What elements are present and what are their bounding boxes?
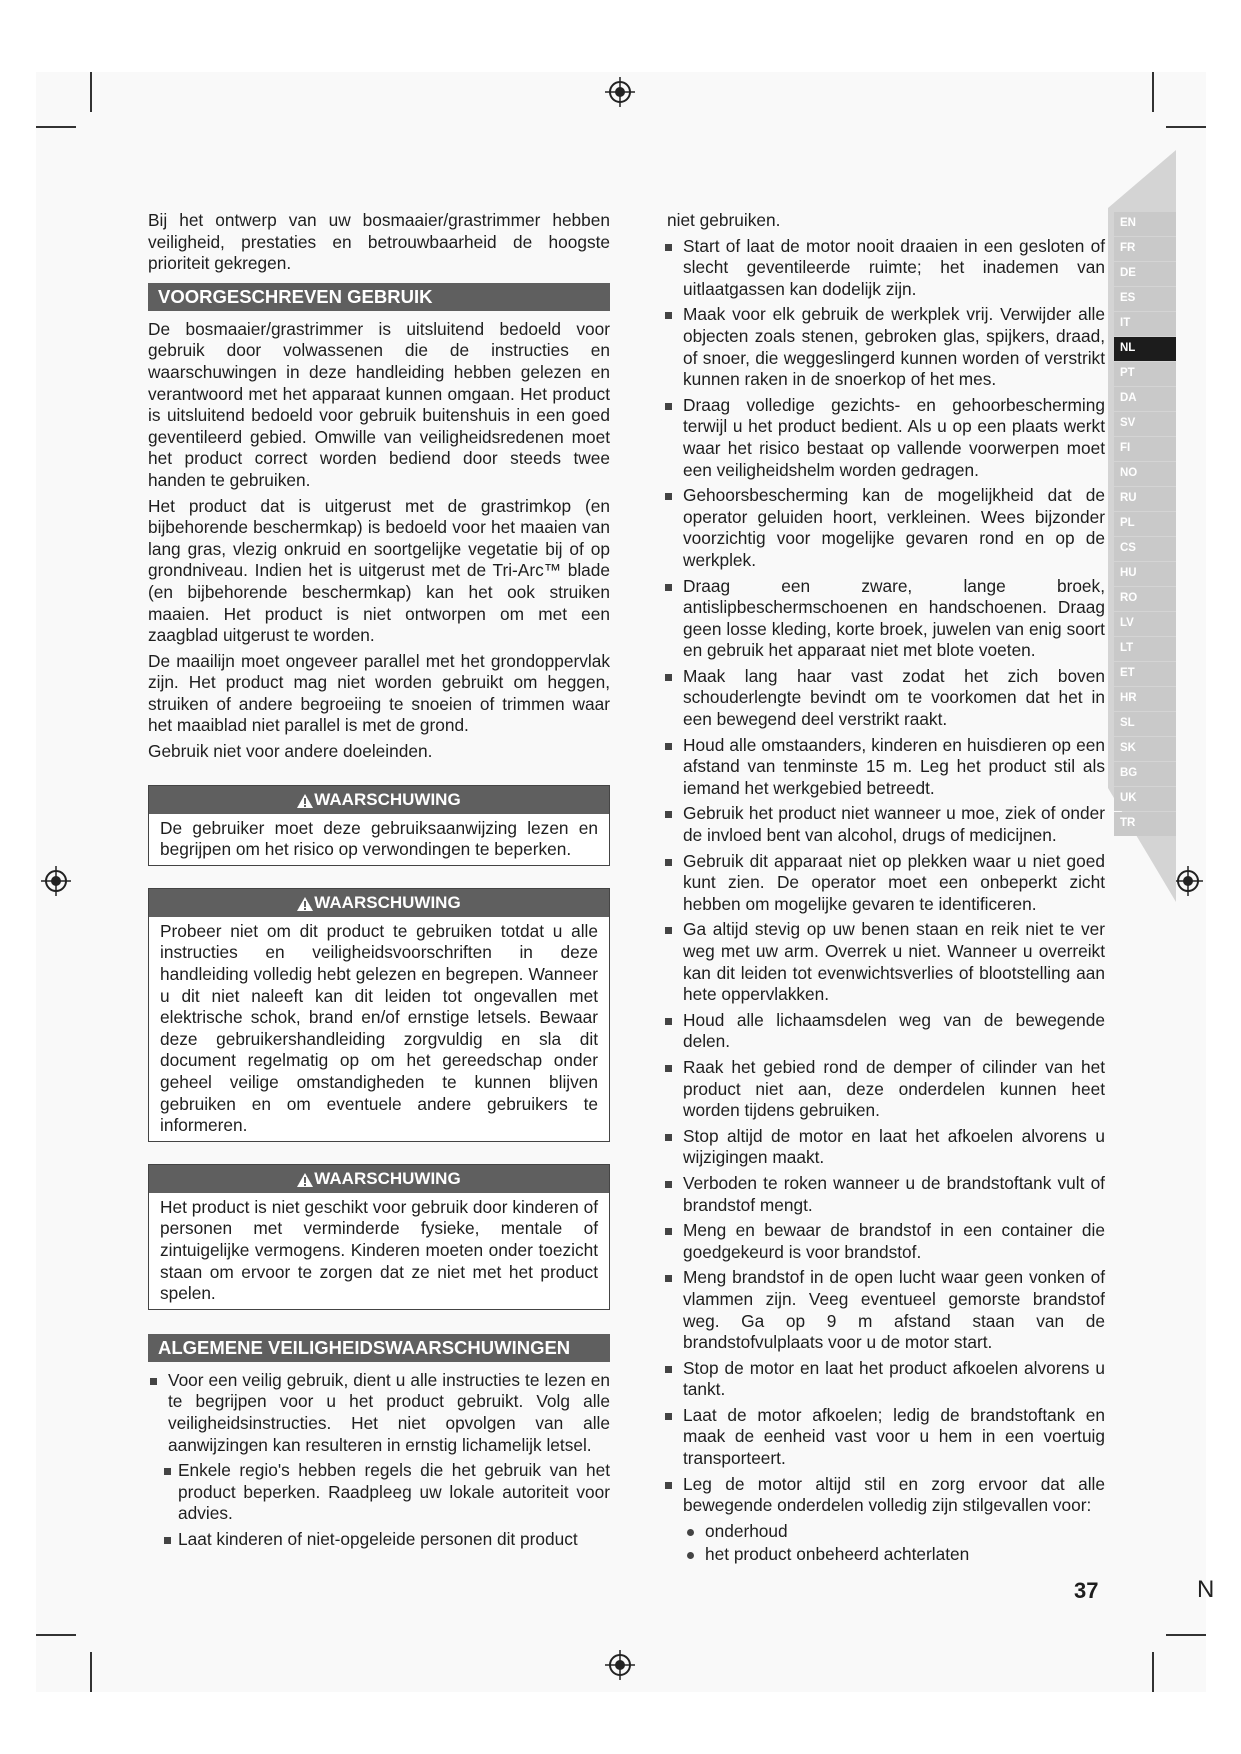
list-item: Draag een zware, lange broek, antislipbeschermschoenen en handschoenen. Draag geen losse kleding, korte broek, juwelen van enig soort en gebruik het apparaat niet met blote voeten. [663,576,1105,662]
registration-mark-icon [605,77,635,107]
warning-header [149,786,609,814]
language-tab-es[interactable]: ES [1114,287,1176,311]
registration-mark-icon [605,1650,635,1680]
list-item: Verboden te roken wanneer u de brandstoftank vult of brandstof mengt. [663,1173,1105,1216]
warning-label: WAARSCHUWING [314,789,461,809]
list-item: Enkele regio's hebben regels die het gebruik van het product beperken. Raadpleeg uw lokale autoriteit voor advies. [148,1460,610,1525]
warning-header [149,1165,609,1193]
warning-box [148,785,610,866]
warning-label: WAARSCHUWING [314,1168,461,1188]
crop-mark [90,1652,92,1692]
language-tab-lt[interactable]: LT [1114,637,1176,661]
crop-mark [1152,1652,1154,1692]
list-item: Raak het gebied rond de demper of cilinder van het product niet aan, deze onderdelen kunnen heet worden tijdens gebruiken. [663,1057,1105,1122]
left-column [148,210,610,1555]
crop-mark [36,126,76,128]
intro-paragraph: Bij het ontwerp van uw bosmaaier/grastrimmer hebben veiligheid, prestaties en betrouwbaarheid de hoogste prioriteit gekregen. [148,210,610,274]
list-item: Maak voor elk gebruik de werkplek vrij. Verwijder alle objecten zoals stenen, gebroken glas, spijkers, draad, of snoer, die weggeslingerd kunnen worden of verstrikt kunnen raken in de snoerkop of het mes. [663,304,1105,390]
crop-mark [1166,1634,1206,1636]
language-tabs [1114,212,1176,837]
language-tab-da[interactable]: DA [1114,387,1176,411]
list-item: Houd alle omstaanders, kinderen en huisdieren op een afstand van tenminste 15 m. Leg het product stil als iemand het werkgebied betreedt. [663,735,1105,800]
warning-text: Probeer niet om dit product te gebruiken totdat u alle instructies en veiligheidsvoorschriften in deze handleiding volledig hebt gelezen en begrepen. Wanneer u dit niet naleeft kan dit leiden tot ongevallen met elektrische schok, brand en/of ernstige letsels. Bewaar deze gebruikershandleiding zorgvuldig en sla dit document regelmatig op om het gereedschap onder geheel veilige omstandigheden te kunnen blijven gebruiken en om eventuele andere gebruikers te informeren. [160,920,598,1136]
warning-box [148,1164,610,1310]
language-tab-lv[interactable]: LV [1114,612,1176,636]
language-tab-tr[interactable]: TR [1114,812,1176,836]
warning-text: Het product is niet geschikt voor gebruik door kinderen of personen met verminderde fysieke, mentale of zintuigelijke vermogens. Kinderen moeten onder toezicht staan om ervoor te zorgen dat ze niet met het product spelen. [160,1196,598,1304]
language-tab-sv[interactable]: SV [1114,412,1176,436]
warning-icon [297,897,313,911]
sub-list [663,1521,1105,1566]
language-tab-en[interactable]: EN [1114,212,1176,236]
language-tab-fr[interactable]: FR [1114,237,1176,261]
list-item: het product onbeheerd achterlaten [685,1544,1105,1566]
language-tab-uk[interactable]: UK [1114,787,1176,811]
list-item: Maak lang haar vast zodat het zich boven schouderlengte bevindt om te voorkomen dat het in een bewegend deel verstrikt raakt. [663,666,1105,731]
warning-label: WAARSCHUWING [314,892,461,912]
language-tab-sk[interactable]: SK [1114,737,1176,761]
list-item: Leg de motor altijd stil en zorg ervoor dat alle bewegende onderdelen volledig zijn stilgevallen voor: [663,1474,1105,1517]
language-tab-pl[interactable]: PL [1114,512,1176,536]
list-item: Gehoorsbescherming kan de mogelijkheid dat de operator geluiden hoort, verkleinen. Wees bijzonder voorzichtig voor mogelijke gevaren rond en op de werkplek. [663,485,1105,571]
language-tab-hu[interactable]: HU [1114,562,1176,586]
list-item: Gebruik het product niet wanneer u moe, ziek of onder de invloed bent van alcohol, drugs of medicijnen. [663,803,1105,846]
list-item: Stop de motor en laat het product afkoelen alvorens u tankt. [663,1358,1105,1401]
warning-box [148,888,610,1142]
crop-mark [36,1634,76,1636]
safety-list [148,1370,610,1551]
section-title-general-safety: ALGEMENE VEILIGHEIDSWAARSCHUWINGEN [148,1334,610,1362]
list-item: Laat de motor afkoelen; ledig de brandstoftank en maak de eenheid vast voor u hem in een voertuig transporteert. [663,1405,1105,1470]
crop-mark [1166,126,1206,128]
warning-header [149,889,609,917]
section-title-intended-use: VOORGESCHREVEN GEBRUIK [148,283,610,311]
list-item: Meng brandstof in de open lucht waar geen vonken of vlammen zijn. Veeg eventueel gemorste brandstof weg. Ga op 9 m afstand staan van de brandstofvulplaats voor u de motor start. [663,1267,1105,1353]
crop-mark [90,72,92,112]
page-number: 37 [1074,1578,1099,1603]
language-tab-ro[interactable]: RO [1114,587,1176,611]
list-item: Stop altijd de motor en laat het afkoelen alvorens u wijzigingen maakt. [663,1126,1105,1169]
language-tab-ru[interactable]: RU [1114,487,1176,511]
registration-mark-icon [41,866,71,896]
language-tab-fi[interactable]: FI [1114,437,1176,461]
safety-list [663,236,1105,1517]
language-tab-cs[interactable]: CS [1114,537,1176,561]
continuation-text: niet gebruiken. [667,210,781,230]
language-tab-it[interactable]: IT [1114,312,1176,336]
warning-icon [297,1173,313,1187]
list-item: Meng en bewaar de brandstof in een container die goedgekeurd is voor brandstof. [663,1220,1105,1263]
language-tab-bg[interactable]: BG [1114,762,1176,786]
list-item: Laat kinderen of niet-opgeleide personen dit product [148,1529,610,1551]
language-tab-nl[interactable]: NL [1114,337,1176,361]
language-tab-sl[interactable]: SL [1114,712,1176,736]
edge-character: N [1197,1576,1215,1603]
right-column [663,210,1105,1568]
paragraph: Het product dat is uitgerust met de grastrimkop (en bijbehorende beschermkap) is bedoeld voor het maaien van lang gras, vlezig onkruid en soortgelijke vegetatie bij of op grondniveau. Indien het is uitgerust met de Tri-Arc™ blade (en bijbehorende beschermkap) kan het ook struiken maaien. Het product is niet ontworpen om met een zaagblad uitgerust te worden. [148,495,610,646]
language-tab-no[interactable]: NO [1114,462,1176,486]
list-item: Houd alle lichaamsdelen weg van de bewegende delen. [663,1010,1105,1053]
list-item: Start of laat de motor nooit draaien in een gesloten of slecht geventileerde ruimte; het inademen van uitlaatgassen kan dodelijk zijn. [663,236,1105,301]
list-item: Voor een veilig gebruik, dient u alle instructies te lezen en te begrijpen voor u het product gebruikt. Volg alle veiligheidsinstructies. Het niet opvolgen van alle aanwijzingen kan resulteren in ernstig lichamelijk letsel. [148,1370,610,1456]
list-item: Draag volledige gezichts- en gehoorbescherming terwijl u het product bedient. Als u op een plaats werkt waar het risico bestaat op vallende voorwerpen moet een veiligheidshelm worden gedragen. [663,395,1105,481]
language-tab-hr[interactable]: HR [1114,687,1176,711]
list-item: Ga altijd stevig op uw benen staan en reik niet te ver weg met uw arm. Overrek u niet. Wanneer u overreikt kan dit leiden tot evenwichtsverlies of blootstelling aan hete oppervlakken. [663,919,1105,1005]
list-item: Gebruik dit apparaat niet op plekken waar u niet goed kunt zien. De operator moet een onbeperkt zicht hebben om mogelijke gevaren te identificeren. [663,851,1105,916]
warning-text: De gebruiker moet deze gebruiksaanwijzing lezen en begrijpen om het risico op verwondingen te beperken. [160,817,598,860]
paragraph: Gebruik niet voor andere doeleinden. [148,741,433,762]
language-tab-de[interactable]: DE [1114,262,1176,286]
paragraph: De maailijn moet ongeveer parallel met het grondoppervlak zijn. Het product mag niet worden gebruikt om heggen, struiken of andere begroeiing te snoeien of trimmen waar het maaiblad niet parallel is met de grond. [148,650,610,736]
warning-icon [297,794,313,808]
paragraph: De bosmaaier/grastrimmer is uitsluitend bedoeld voor gebruik door volwassenen die de instructies en waarschuwingen in deze handleiding hebben gelezen en verantwoord met het apparaat kunnen omgaan. Het product is uitsluitend bedoeld voor gebruik buitenshuis in een goed geventileerd gebied. Omwille van veiligheidsredenen moet het product correct worden bediend door steeds twee handen te gebruiken. [148,318,610,490]
language-tab-et[interactable]: ET [1114,662,1176,686]
language-tab-pt[interactable]: PT [1114,362,1176,386]
crop-mark [1152,72,1154,112]
list-item: onderhoud [685,1521,1105,1543]
